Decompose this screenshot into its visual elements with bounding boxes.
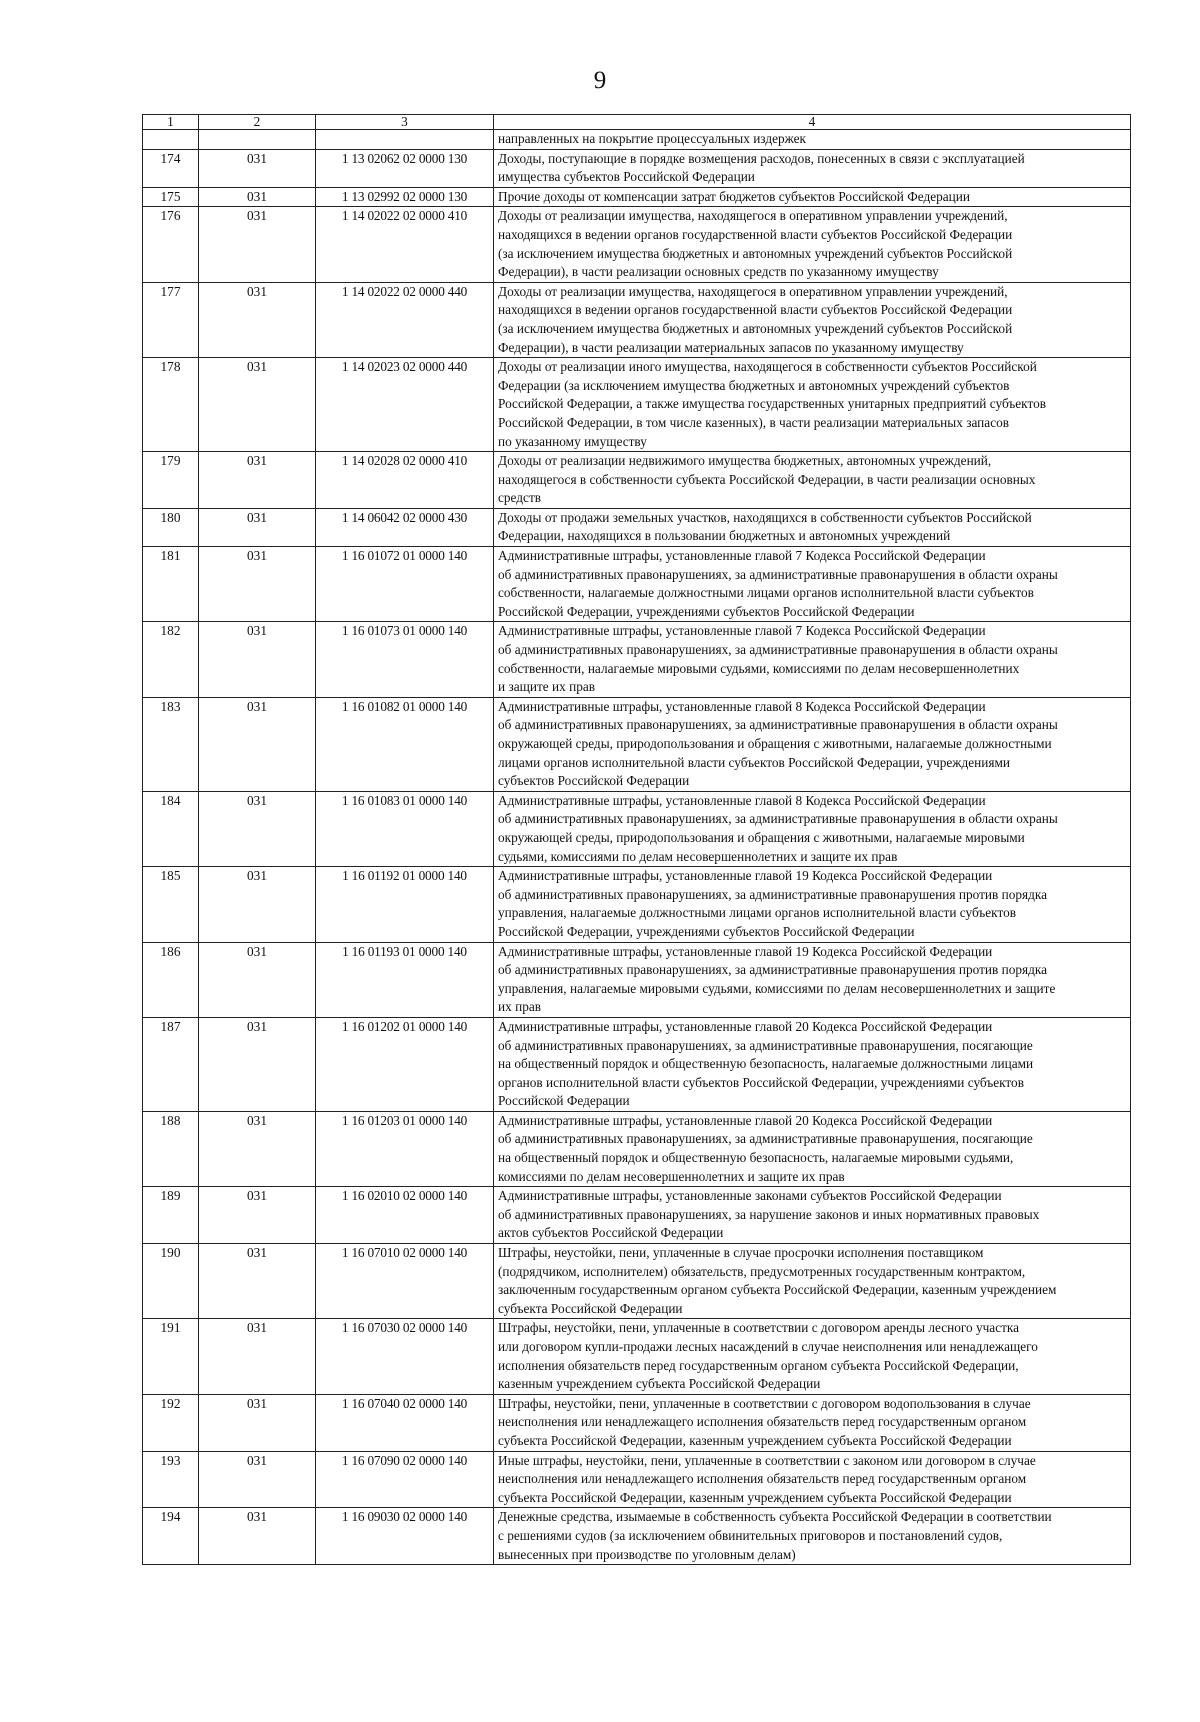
revenue-description [494, 867, 1131, 942]
text-line: собственности, налагаемые мировыми судьями, комиссиями по делам несовершеннолетних [498, 660, 1020, 676]
table-row [143, 1187, 1131, 1244]
row-number: 182 [143, 622, 199, 697]
row-number: 177 [143, 282, 199, 357]
row-number: 178 [143, 358, 199, 452]
text-line: находящегося в собственности субъекта Российской Федерации, в части реализации основных [498, 471, 1036, 487]
text-line: управления, налагаемые должностными лицами органов исполнительной власти субъектов [498, 905, 1017, 921]
revenue-description [494, 1508, 1131, 1565]
budget-classification-code: 1 14 02022 02 0000 440 [316, 282, 494, 357]
admin-code: 031 [199, 1187, 316, 1244]
row-number: 191 [143, 1319, 199, 1394]
text-line: субъектов Российской Федерации [498, 773, 690, 789]
budget-classification-code: 1 16 01073 01 0000 140 [316, 622, 494, 697]
row-number: 176 [143, 207, 199, 282]
continuation-cell-code [316, 130, 494, 150]
text-line: Административные штрафы, установленные главой 20 Кодекса Российской Федерации [498, 1112, 993, 1128]
revenue-description [494, 1017, 1131, 1111]
revenue-description [494, 149, 1131, 187]
text-line: об административных правонарушениях, за административные правонарушения против порядка [498, 962, 1048, 978]
budget-classification-code: 1 13 02062 02 0000 130 [316, 149, 494, 187]
text-line: или договором купли-продажи лесных насаждений в случае неисполнения или ненадлежащего [498, 1339, 1038, 1354]
row-number: 183 [143, 697, 199, 791]
text-line: актов субъектов Российской Федерации [498, 1225, 724, 1241]
row-number: 180 [143, 508, 199, 546]
admin-code: 031 [199, 1508, 316, 1565]
text-line: Федерации), в части реализации материальных запасов по указанному имуществу [498, 339, 964, 355]
budget-classification-code: 1 16 01203 01 0000 140 [316, 1111, 494, 1186]
text-line: с решениями судов (за исключением обвинительных приговоров и постановлений судов, [498, 1527, 1003, 1543]
table-row [143, 1319, 1131, 1394]
text-line: по указанному имуществу [498, 433, 647, 449]
text-line: Иные штрафы, неустойки, пени, уплаченные в соответствии с законом или договором в случае [498, 1452, 1036, 1468]
text-line: об административных правонарушениях, за административные правонарушения в области охраны [498, 717, 1058, 733]
text-line: органов исполнительной власти субъектов Российской Федерации, учреждениями субъектов [498, 1074, 1024, 1090]
text-line: направленных на покрытие процессуальных издержек [498, 131, 807, 146]
revenue-description [494, 1451, 1131, 1508]
row-number: 194 [143, 1508, 199, 1565]
revenue-description [494, 508, 1131, 546]
column-header-1: 1 [143, 115, 199, 130]
table-row [143, 622, 1131, 697]
revenue-description [494, 942, 1131, 1017]
column-header-3: 3 [316, 115, 494, 130]
budget-classification-code: 1 16 07090 02 0000 140 [316, 1451, 494, 1508]
revenue-description [494, 1111, 1131, 1186]
text-line: судьями, комиссиями по делам несовершеннолетних и защите их прав [498, 848, 898, 864]
budget-classification-code: 1 16 01192 01 0000 140 [316, 867, 494, 942]
text-line: Административные штрафы, установленные главой 19 Кодекса Российской Федерации [498, 868, 993, 884]
text-line: собственности, налагаемые должностными лицами органов исполнительной власти субъектов [498, 585, 1034, 601]
revenue-description [494, 1319, 1131, 1394]
text-line: Денежные средства, изымаемые в собственность субъекта Российской Федерации в соответствии [498, 1509, 1052, 1525]
text-line: Доходы от реализации имущества, находящегося в оперативном управлении учреждений, [498, 283, 1008, 299]
column-header-2: 2 [199, 115, 316, 130]
text-line: исполнения обязательств перед государственным органом субъекта Российской Федерации, [498, 1357, 1019, 1373]
text-line: казенным учреждением субъекта Российской Федерации [498, 1376, 821, 1392]
text-line: Российской Федерации, а также имущества государственных унитарных предприятий субъектов [498, 396, 1047, 412]
revenue-description [494, 187, 1131, 207]
text-line: неисполнения или ненадлежащего исполнения обязательств перед государственным органом [498, 1414, 1027, 1430]
budget-classification-code: 1 14 02022 02 0000 410 [316, 207, 494, 282]
continuation-row [143, 130, 1131, 150]
revenue-description [494, 207, 1131, 282]
text-line: заключенным государственным органом субъекта Российской Федерации, казенным учреждением [498, 1282, 1057, 1298]
text-line: вынесенных при производстве по уголовным делам) [498, 1546, 796, 1562]
row-number: 185 [143, 867, 199, 942]
continuation-cell-num [143, 130, 199, 150]
text-line: Доходы, поступающие в порядке возмещения расходов, понесенных в связи с эксплуатацией [498, 150, 1025, 166]
text-line: об административных правонарушениях, за нарушение законов и иных нормативных правовых [498, 1206, 1040, 1222]
text-line: находящихся в ведении органов государственной власти субъектов Российской Федерации [498, 226, 1013, 242]
text-line: их прав [498, 999, 542, 1015]
revenue-codes-table [142, 114, 1131, 1565]
admin-code: 031 [199, 358, 316, 452]
page-number: 9 [593, 67, 607, 94]
table-body [143, 130, 1131, 1565]
table-row [143, 1451, 1131, 1508]
admin-code: 031 [199, 1111, 316, 1186]
text-line: средств [498, 490, 542, 506]
table-row [143, 1244, 1131, 1319]
text-line: Штрафы, неустойки, пени, уплаченные в соответствии с договором водопользования в случае [498, 1395, 1031, 1411]
budget-classification-code: 1 16 01202 01 0000 140 [316, 1017, 494, 1111]
text-line: Административные штрафы, установленные законами субъектов Российской Федерации [498, 1188, 1002, 1204]
table-row [143, 149, 1131, 187]
text-line: Доходы от реализации недвижимого имущества бюджетных, автономных учреждений, [498, 453, 992, 469]
admin-code: 031 [199, 187, 316, 207]
text-line: комиссиями по делам несовершеннолетних и защите их прав [498, 1168, 845, 1184]
text-line: Федерации, находящихся в пользовании бюджетных и автономных учреждений [498, 528, 951, 544]
text-line: Доходы от реализации иного имущества, находящегося в собственности субъектов Российской [498, 359, 1037, 375]
text-line: лицами органов исполнительной власти субъектов Российской Федерации, учреждениями [498, 754, 1011, 770]
revenue-description [494, 547, 1131, 622]
admin-code: 031 [199, 1394, 316, 1451]
text-line: имущества субъектов Российской Федерации [498, 169, 755, 185]
text-line: управления, налагаемые мировыми судьями, комиссиями по делам несовершеннолетних и защите [498, 980, 1056, 996]
row-number: 175 [143, 187, 199, 207]
text-line: Федерации (за исключением имущества бюджетных и автономных учреждений субъектов [498, 377, 1010, 393]
text-line: Российской Федерации, в том числе казенных), в части реализации материальных запасов [498, 414, 1010, 430]
budget-classification-code: 1 16 01193 01 0000 140 [316, 942, 494, 1017]
table-row [143, 1017, 1131, 1111]
budget-classification-code: 1 14 02028 02 0000 410 [316, 452, 494, 509]
text-line: Административные штрафы, установленные главой 8 Кодекса Российской Федерации [498, 698, 986, 714]
admin-code: 031 [199, 452, 316, 509]
table-row [143, 1508, 1131, 1565]
budget-classification-code: 1 16 02010 02 0000 140 [316, 1187, 494, 1244]
text-line: окружающей среды, природопользования и обращения с животными, налагаемые мировыми [498, 829, 1025, 845]
text-line: об административных правонарушениях, за административные правонарушения против порядка [498, 886, 1048, 902]
text-line: Штрафы, неустойки, пени, уплаченные в случае просрочки исполнения поставщиком [498, 1245, 984, 1261]
table-row [143, 452, 1131, 509]
budget-classification-code: 1 16 07010 02 0000 140 [316, 1244, 494, 1319]
text-line: Прочие доходы от компенсации затрат бюджетов субъектов Российской Федерации [498, 188, 971, 204]
text-line: неисполнения или ненадлежащего исполнения обязательств перед государственным органом [498, 1471, 1027, 1487]
admin-code: 031 [199, 282, 316, 357]
admin-code: 031 [199, 1244, 316, 1319]
text-line: (за исключением имущества бюджетных и автономных учреждений субъектов Российской [498, 245, 1013, 261]
revenue-description [494, 622, 1131, 697]
text-line: Российской Федерации, учреждениями субъектов Российской Федерации [498, 923, 915, 939]
continuation-cell-text [494, 130, 1131, 150]
text-line: находящихся в ведении органов государственной власти субъектов Российской Федерации [498, 302, 1013, 318]
admin-code: 031 [199, 791, 316, 866]
row-number: 184 [143, 791, 199, 866]
text-line: Административные штрафы, установленные главой 20 Кодекса Российской Федерации [498, 1018, 993, 1034]
text-line: об административных правонарушениях, за административные правонарушения, посягающие [498, 1131, 1033, 1147]
revenue-description [494, 1187, 1131, 1244]
column-header-4: 4 [494, 115, 1131, 130]
row-number: 193 [143, 1451, 199, 1508]
text-line: Доходы от реализации имущества, находящегося в оперативном управлении учреждений, [498, 208, 1008, 224]
table-row [143, 697, 1131, 791]
text-line: и защите их прав [498, 679, 596, 695]
table-row [143, 187, 1131, 207]
admin-code: 031 [199, 942, 316, 1017]
budget-classification-code: 1 14 02023 02 0000 440 [316, 358, 494, 452]
table-row [143, 1394, 1131, 1451]
text-line: Административные штрафы, установленные главой 7 Кодекса Российской Федерации [498, 548, 986, 564]
budget-classification-code: 1 16 01082 01 0000 140 [316, 697, 494, 791]
row-number: 187 [143, 1017, 199, 1111]
text-line: об административных правонарушениях, за административные правонарушения в области охраны [498, 566, 1058, 582]
row-number: 186 [143, 942, 199, 1017]
revenue-description [494, 791, 1131, 866]
budget-classification-code: 1 16 07030 02 0000 140 [316, 1319, 494, 1394]
revenue-description [494, 358, 1131, 452]
admin-code: 031 [199, 547, 316, 622]
text-line: окружающей среды, природопользования и обращения с животными, налагаемые должностными [498, 736, 1052, 751]
admin-code: 031 [199, 508, 316, 546]
revenue-description [494, 697, 1131, 791]
text-line: субъекта Российской Федерации [498, 1300, 683, 1316]
text-line: об административных правонарушениях, за административные правонарушения в области охраны [498, 642, 1058, 658]
table-row [143, 547, 1131, 622]
admin-code: 031 [199, 1451, 316, 1508]
revenue-description [494, 1394, 1131, 1451]
table-row [143, 867, 1131, 942]
table-row [143, 207, 1131, 282]
text-line: об административных правонарушениях, за административные правонарушения в области охраны [498, 811, 1058, 827]
budget-classification-code: 1 13 02992 02 0000 130 [316, 187, 494, 207]
admin-code: 031 [199, 867, 316, 942]
text-line: субъекта Российской Федерации, казенным учреждением субъекта Российской Федерации [498, 1489, 1012, 1505]
revenue-description [494, 282, 1131, 357]
admin-code: 031 [199, 697, 316, 791]
row-number: 189 [143, 1187, 199, 1244]
text-line: (подрядчиком, исполнителем) обязательств, предусмотренных государственным контрактом, [498, 1263, 1026, 1279]
table-row [143, 358, 1131, 452]
table-row [143, 791, 1131, 866]
text-line: Административные штрафы, установленные главой 8 Кодекса Российской Федерации [498, 792, 986, 808]
text-line: Федерации), в части реализации основных средств по указанному имуществу [498, 264, 939, 280]
table-row [143, 282, 1131, 357]
row-number: 192 [143, 1394, 199, 1451]
budget-classification-code: 1 16 01083 01 0000 140 [316, 791, 494, 866]
text-line: (за исключением имущества бюджетных и автономных учреждений субъектов Российской [498, 320, 1013, 336]
row-number: 179 [143, 452, 199, 509]
admin-code: 031 [199, 1017, 316, 1111]
text-line: Российской Федерации [498, 1093, 630, 1109]
row-number: 188 [143, 1111, 199, 1186]
admin-code: 031 [199, 622, 316, 697]
admin-code: 031 [199, 149, 316, 187]
text-line: об административных правонарушениях, за административные правонарушения, посягающие [498, 1037, 1033, 1053]
table-row [143, 1111, 1131, 1186]
text-line: Российской Федерации, учреждениями субъектов Российской Федерации [498, 603, 915, 619]
text-line: на общественный порядок и общественную безопасность, налагаемые мировыми судьями, [498, 1150, 1014, 1166]
table-header-row [143, 115, 1131, 130]
revenue-description [494, 1244, 1131, 1319]
table-row [143, 942, 1131, 1017]
admin-code: 031 [199, 207, 316, 282]
text-line: на общественный порядок и общественную безопасность, налагаемые должностными лицами [498, 1056, 1034, 1072]
row-number: 181 [143, 547, 199, 622]
text-line: субъекта Российской Федерации, казенным учреждением субъекта Российской Федерации [498, 1432, 1012, 1448]
text-line: Административные штрафы, установленные главой 19 Кодекса Российской Федерации [498, 943, 993, 959]
table-row [143, 508, 1131, 546]
continuation-cell-admin [199, 130, 316, 150]
row-number: 174 [143, 149, 199, 187]
text-line: Доходы от продажи земельных участков, находящихся в собственности субъектов Российской [498, 509, 1032, 525]
admin-code: 031 [199, 1319, 316, 1394]
revenue-description [494, 452, 1131, 509]
budget-classification-code: 1 16 07040 02 0000 140 [316, 1394, 494, 1451]
text-line: Административные штрафы, установленные главой 7 Кодекса Российской Федерации [498, 623, 986, 639]
budget-classification-code: 1 16 09030 02 0000 140 [316, 1508, 494, 1565]
budget-classification-code: 1 16 01072 01 0000 140 [316, 547, 494, 622]
budget-classification-code: 1 14 06042 02 0000 430 [316, 508, 494, 546]
row-number: 190 [143, 1244, 199, 1319]
text-line: Штрафы, неустойки, пени, уплаченные в соответствии с договором аренды лесного участка [498, 1320, 1020, 1336]
